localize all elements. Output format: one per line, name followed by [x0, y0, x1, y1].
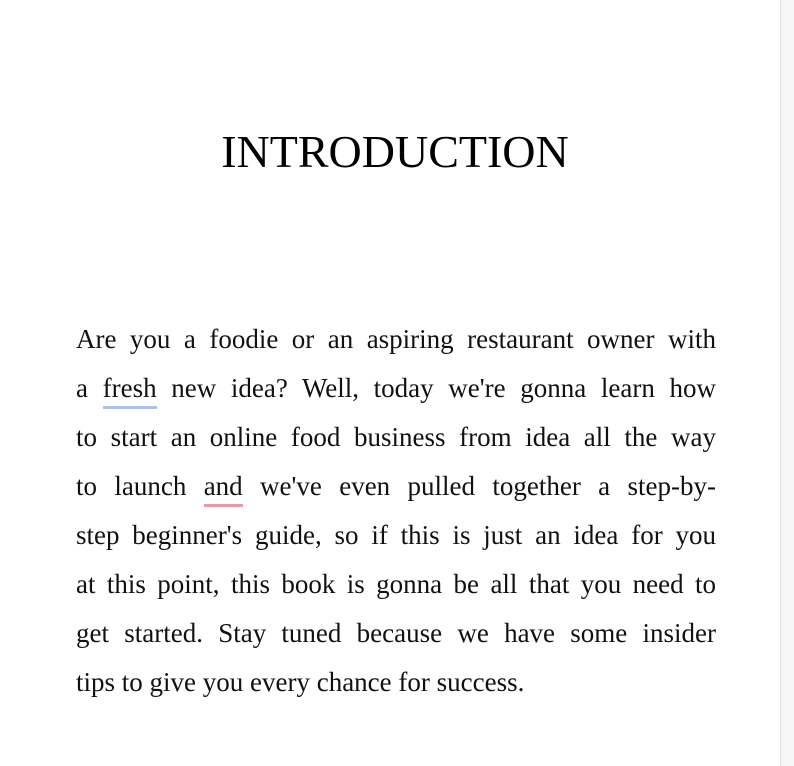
text-line: step beginner's guide, so if this is just an idea for you — [76, 520, 716, 550]
page-heading: INTRODUCTION — [221, 126, 569, 177]
text-fragment: to launch — [76, 471, 204, 501]
text-line: to start an online food business from idea all the way — [76, 422, 716, 452]
spelling-suggestion-underline[interactable]: and — [203, 471, 243, 501]
text-line: at this point, this book is gonna be all that you need to — [76, 569, 716, 599]
text-fragment: we've even pulled together a step-by- — [242, 471, 716, 501]
text-line: tips to give you every chance for success. — [76, 667, 525, 697]
grammar-suggestion-underline[interactable]: fresh — [102, 373, 157, 403]
text-line — [76, 364, 716, 413]
text-fragment: a — [76, 373, 103, 403]
text-fragment: new idea? Well, today we're gonna learn how — [156, 373, 716, 403]
introduction-paragraph[interactable] — [76, 315, 716, 707]
text-line: Are you a foodie or an aspiring restaurant owner with — [76, 324, 716, 354]
text-line: get started. Stay tuned because we have some insider — [76, 618, 716, 648]
page-edge-divider — [780, 0, 794, 766]
text-line — [76, 462, 716, 511]
